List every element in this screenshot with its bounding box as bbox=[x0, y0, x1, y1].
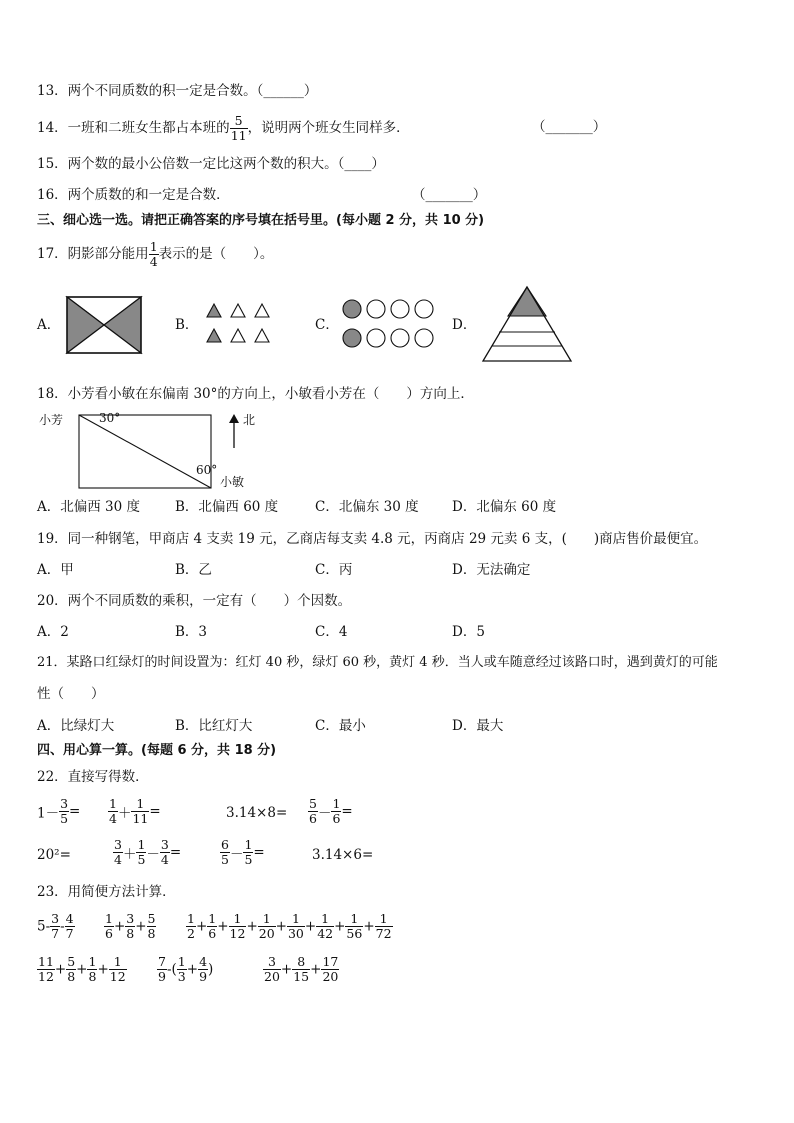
math-expression: $\frac{5}{6}$ － $\frac{1}{6}$ = bbox=[309, 796, 353, 826]
option-b-figure bbox=[203, 300, 275, 348]
option-d[interactable]: D．5 bbox=[452, 624, 485, 640]
option-c-label[interactable]: C． bbox=[315, 317, 339, 333]
math-expression: $\frac{1}{6}$ + $\frac{3}{8}$ + $\frac{5}{8}$ bbox=[105, 911, 156, 941]
question-22: 22．直接写得数． bbox=[37, 769, 149, 785]
option-c[interactable]: C．丙 bbox=[315, 562, 353, 578]
option-a-label[interactable]: A． bbox=[37, 317, 61, 333]
option-a[interactable]: A．甲 bbox=[37, 562, 74, 578]
option-c[interactable]: C．北偏东 30 度 bbox=[315, 499, 419, 515]
question-17-text: 17．阴影部分能用 bbox=[37, 246, 149, 262]
option-b[interactable]: B．北偏西 60 度 bbox=[175, 499, 279, 515]
question-14-text: 14．一班和二班女生都占本班的 bbox=[37, 120, 230, 136]
math-expression: 3.14×8= bbox=[226, 805, 288, 821]
answer-blank[interactable]: （_______） bbox=[532, 119, 607, 135]
question-17-text-end: 表示的是（ ）。 bbox=[158, 246, 274, 262]
answer-blank[interactable]: （_______） bbox=[412, 187, 487, 203]
math-expression: $\frac{11}{12}$ + $\frac{5}{8}$ + $\frac{1}{8}$ + $\frac{1}{12}$ bbox=[38, 954, 126, 984]
math-expression: $\frac{6}{5}$ － $\frac{1}{5}$ = bbox=[221, 837, 265, 867]
question-18: 18．小芳看小敏在东偏南 30°的方向上，小敏看小芳在（ ）方向上． bbox=[37, 386, 474, 402]
option-c[interactable]: C．最小 bbox=[315, 718, 366, 734]
math-expression: $\frac{1}{4}$ ＋ $\frac{1}{11}$ = bbox=[109, 796, 161, 826]
option-a[interactable]: A．北偏西 30 度 bbox=[37, 499, 141, 515]
question-20: 20．两个不同质数的乘积，一定有（ ）个因数。 bbox=[37, 593, 352, 609]
question-14-text-end: ，说明两个班女生同样多． bbox=[247, 120, 410, 136]
option-d[interactable]: D．北偏东 60 度 bbox=[452, 499, 557, 515]
question-21-line-1: 21．某路口红绿灯的时间设置为：红灯 40 秒，绿灯 60 秒，黄灯 4 秒．当人或车随意经过该路口时，遇到黄灯的可能 bbox=[37, 655, 718, 670]
question-17 bbox=[37, 240, 273, 269]
math-expression: $\frac{1}{2}$ + $\frac{1}{6}$ + $\frac{1}{12}$ + $\frac{1}{20}$ + $\frac{1}{30}$ + $\frac{1}{42}$ + $\frac{1}{56}$ + $\frac{1}{72}$ bbox=[187, 911, 392, 941]
figure-label-xiaomin: 小敏 bbox=[220, 475, 245, 489]
option-b[interactable]: B．乙 bbox=[175, 562, 212, 578]
question-19: 19．同一种钢笔，甲商店 4 支卖 19 元，乙商店每支卖 4.8 元，丙商店 29 元卖 6 支，( )商店售价最便宜。 bbox=[37, 531, 708, 547]
angle-label: 30° bbox=[99, 411, 121, 425]
fraction: $\frac{5}{11}$ bbox=[230, 113, 247, 143]
option-d[interactable]: D．无法确定 bbox=[452, 562, 531, 578]
option-a[interactable]: A．比绿灯大 bbox=[37, 718, 115, 734]
option-c-figure bbox=[339, 296, 439, 352]
option-d-label[interactable]: D． bbox=[452, 317, 477, 333]
fraction: $\frac{1}{4}$ bbox=[149, 239, 158, 269]
section-heading: 四、用心算一算。(每题 6 分，共 18 分) bbox=[37, 743, 277, 758]
math-expression: $\frac{3}{20}$ + $\frac{8}{15}$ + $\frac{17}{20}$ bbox=[264, 954, 339, 984]
question-14 bbox=[37, 114, 410, 143]
figure-label-xiaofang: 小芳 bbox=[39, 413, 64, 427]
question-21-line-2: 性（ ） bbox=[37, 686, 105, 702]
question-15: 15．两个数的最小公倍数一定比这两个数的积大。（____） bbox=[37, 156, 385, 172]
math-expression: 5- $\frac{3}{7}$ - $\frac{4}{7}$ bbox=[37, 911, 74, 941]
section-heading: 三、细心选一选。请把正确答案的序号填在括号里。(每小题 2 分，共 10 分) bbox=[37, 213, 485, 228]
option-c[interactable]: C．4 bbox=[315, 624, 348, 640]
north-label: 北 bbox=[243, 413, 256, 427]
option-a[interactable]: A．2 bbox=[37, 624, 69, 640]
option-d-figure bbox=[480, 284, 574, 364]
angle-label: 60° bbox=[196, 463, 218, 477]
question-16: 16．两个质数的和一定是合数． bbox=[37, 187, 230, 203]
math-expression: $\frac{3}{4}$ ＋ $\frac{1}{5}$ － $\frac{3}{4}$ = bbox=[114, 837, 182, 867]
math-expression: 1－ $\frac{3}{5}$ = bbox=[37, 796, 81, 826]
math-expression: $\frac{7}{9}$ -( $\frac{1}{3}$ + $\frac{4}{9}$ ) bbox=[158, 954, 214, 984]
option-a-figure bbox=[65, 295, 143, 357]
option-b-label[interactable]: B． bbox=[175, 317, 199, 333]
option-b[interactable]: B．比红灯大 bbox=[175, 718, 253, 734]
option-b[interactable]: B．3 bbox=[175, 624, 208, 640]
question-13: 13．两个不同质数的积一定是合数。（______） bbox=[37, 83, 318, 99]
option-d[interactable]: D．最大 bbox=[452, 718, 504, 734]
math-expression: 3.14×6= bbox=[312, 847, 374, 863]
question-23: 23．用简便方法计算． bbox=[37, 884, 176, 900]
math-expression: 20²= bbox=[37, 847, 71, 863]
